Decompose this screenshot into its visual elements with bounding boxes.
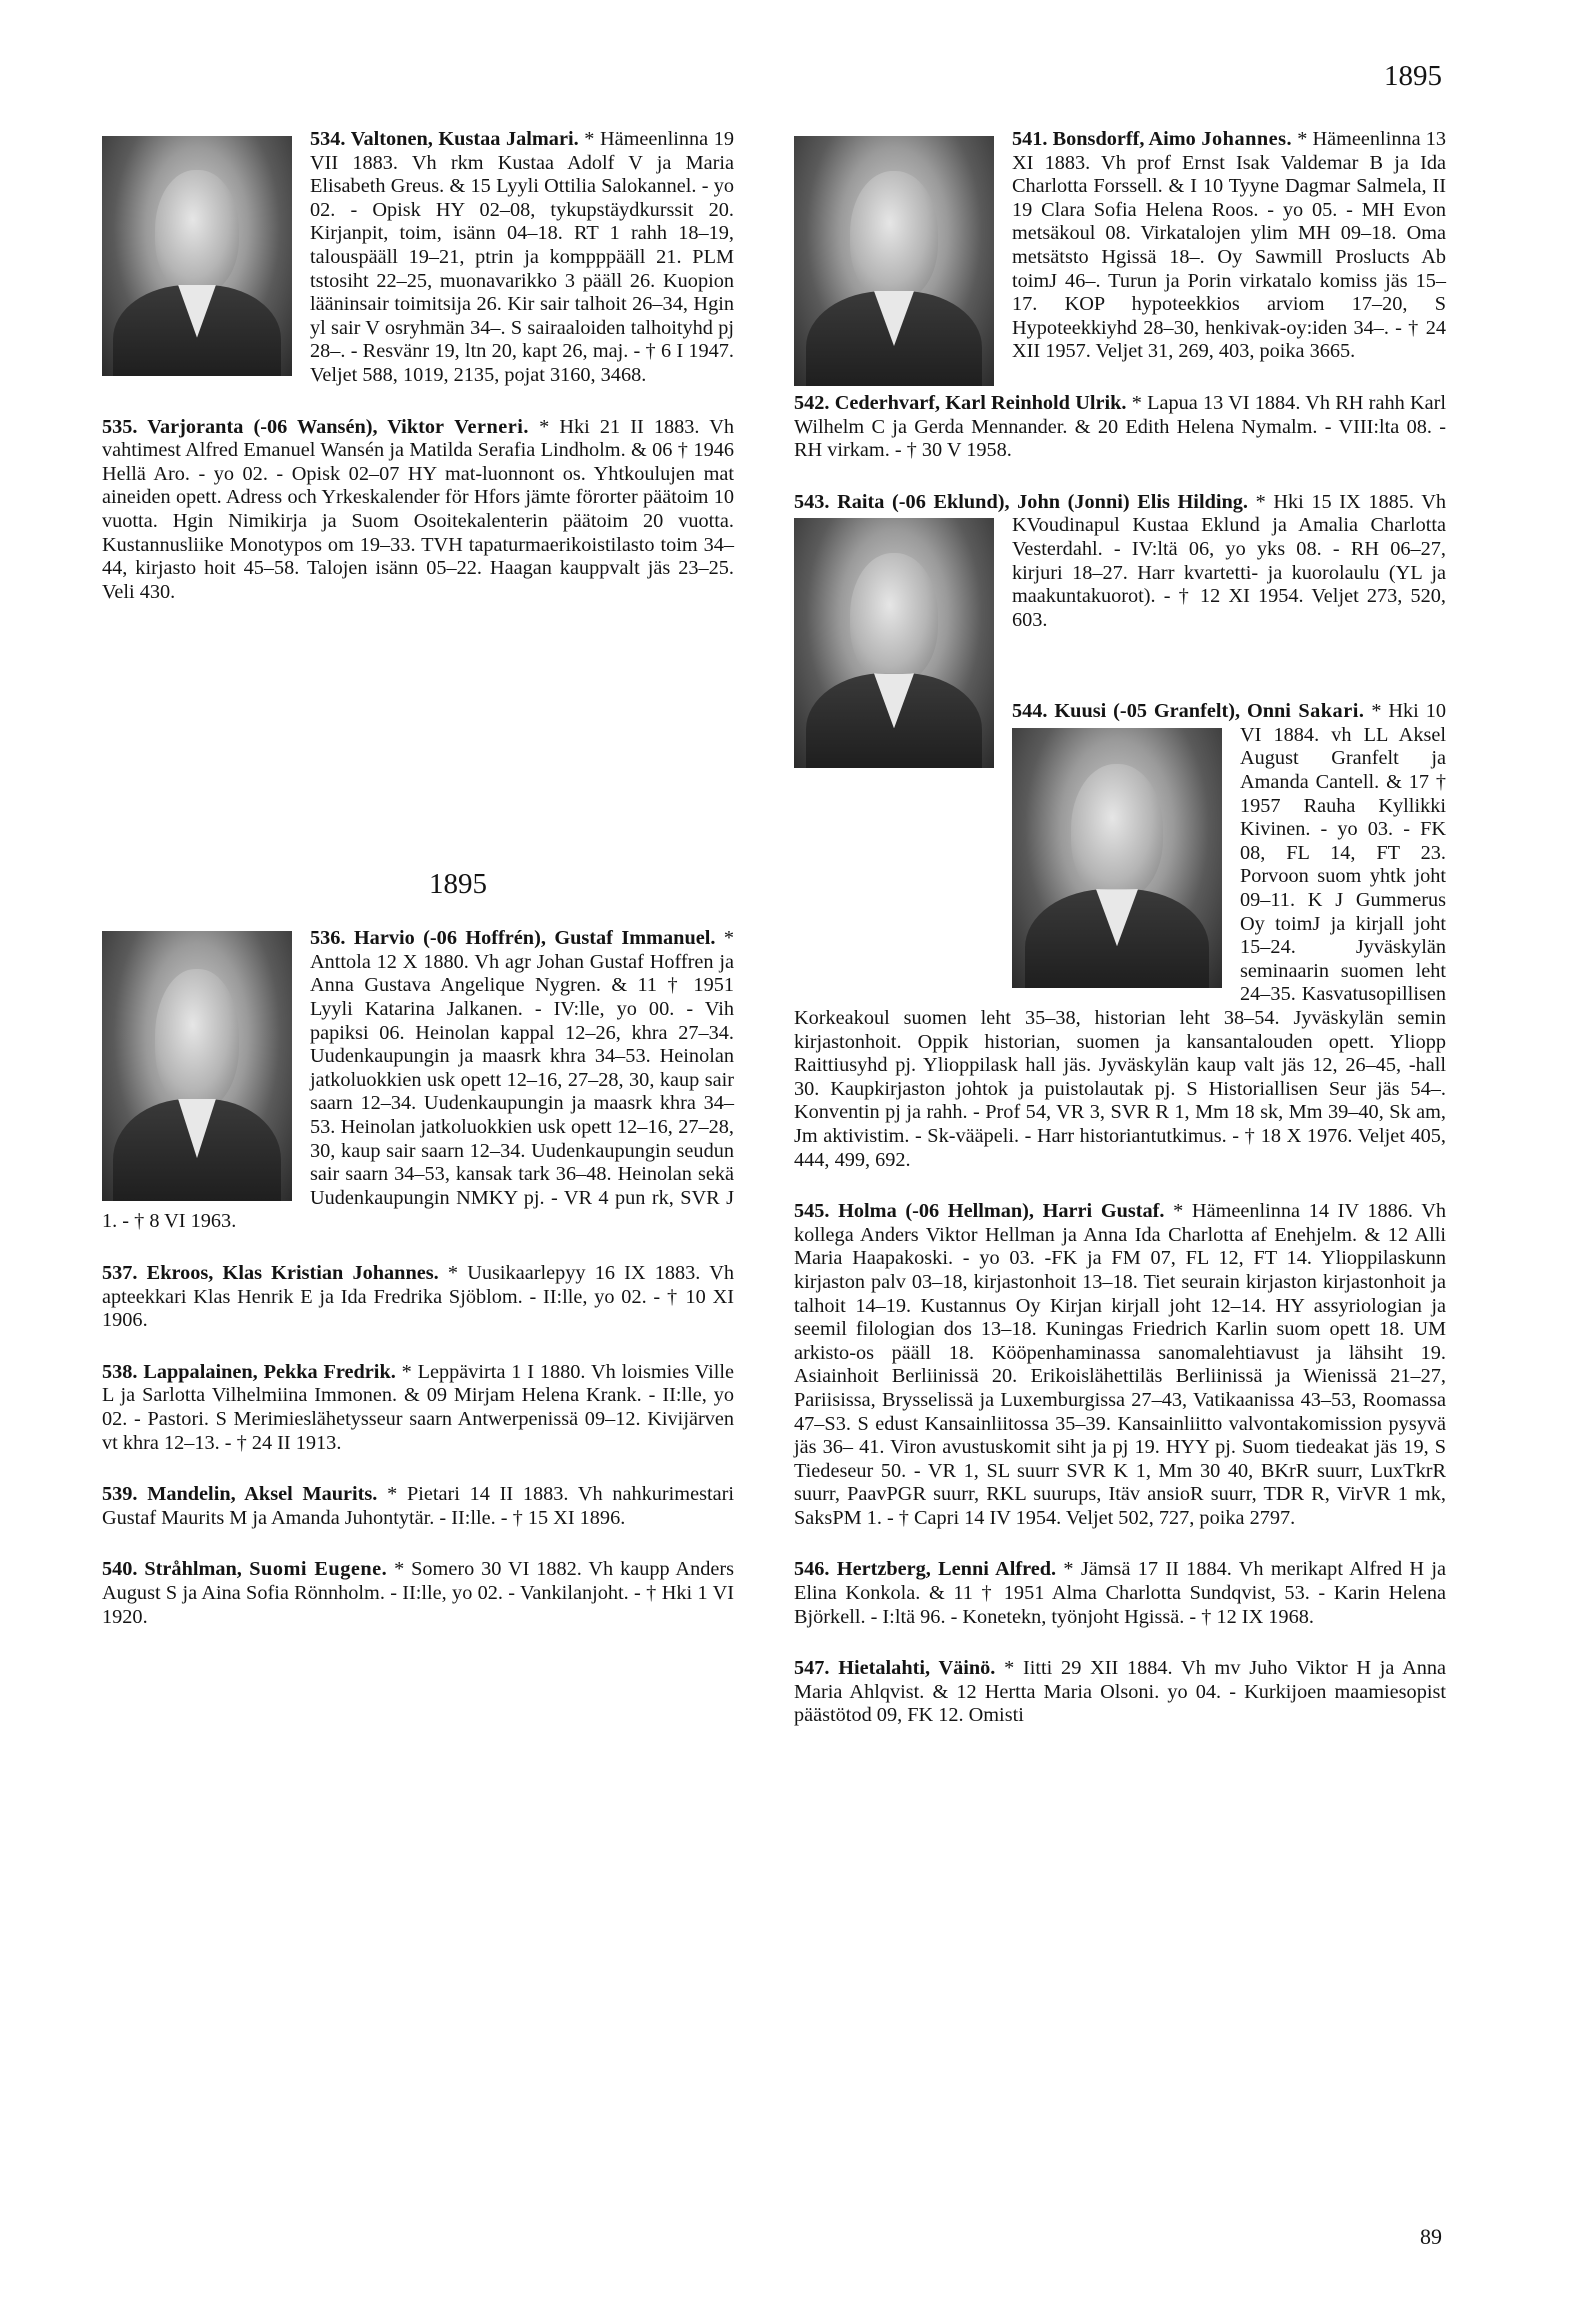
portrait-photo-541 [794, 136, 994, 386]
entry-547-head: 547. Hietalahti, Väinö. [794, 1657, 996, 1680]
portrait-photo-543 [794, 518, 994, 768]
entry-540-head: 540. Stråhlman, [102, 1558, 242, 1581]
entry-536 [102, 927, 734, 1234]
mid-page-year: 1895 [429, 868, 487, 901]
column-gap [102, 632, 734, 828]
entry-545-head: 545. Holma (-06 Hellman), Harri Gustaf. [794, 1200, 1165, 1223]
entry-536-head: 536. Harvio (-06 Hoffrén), Gustaf Immanuel. [310, 927, 716, 950]
portrait-photo-534 [102, 136, 292, 376]
entry-535-name: Verneri. [444, 415, 530, 438]
entry-540-name: Suomi Eugene. [241, 1558, 388, 1581]
entry-534-head: 534. Valtonen, Kustaa Jalmari. [310, 128, 579, 150]
entry-534-body: * Hämeenlinna 19 VII 1883. Vh rkm Kustaa Adolf V ja Maria Elisabeth Greus. & 15 Lyyli Ottilia Salokannel. - yo 02. - Opisk HY 02–08, tykupstäydkurssit 20. Kirjanpit, toim, isänn 04–18. RT 1 rahh 18–19, talouspääll 19–21, ptrin ja kompppääll 21. PLM tstosiht 22–25, muonavarikko 3 pääll 26. Kuopion lääninsair toimitsija 26. Kir sair talhoit 26–34, Hgin yl sair V osryhmän 34–. S sairaaloiden talhoityhd pj 28–. - Resvänr 19, ltn 20, kapt 26, maj. - † 6 I 1947. Veljet 588, 1019, 2135, pojat 3160, 3468. [310, 128, 735, 386]
entry-541-body: * Hämeenlinna 13 XI 1883. Vh prof Ernst Isak Valdemar B ja Ida Charlotta Forssell. & I 10 Tyyne Dagmar Salmela, II 19 Clara Sofia Helena Roos. - yo 05. - MH Evon metsäkoul 08. Virkatalojen ylim MH 09–18. Oma metsätsto Hgissä 18–. Oy Sawmill Proslucts Ab toimJ 46–. Turun ja Porin virkatalo komiss jäs 15–17. KOP hypoteekkios arviom 17–20, S Hypoteekkiyhd 28–30, henkivak-oy:iden 34–. - † 24 XII 1957. Veljet 31, 269, 403, poika 3665. [1012, 128, 1447, 363]
entry-539-head: 539. Mandelin, Aksel Maurits. [102, 1483, 378, 1506]
entry-546 [794, 1558, 1446, 1629]
entry-537 [102, 1262, 734, 1333]
entry-543 [794, 491, 1446, 633]
entry-544-name: Sakari. [1290, 700, 1365, 723]
entry-544-head: 544. Kuusi (-05 Granfelt), Onni [1012, 700, 1291, 723]
right-column [794, 128, 1446, 1756]
entry-535 [102, 416, 734, 605]
entry-547-body: * Iitti 29 XII 1884. Vh mv Juho Viktor H ja Anna Maria Ahlqvist. & 12 Hertta Maria Olsoni. yo 04. - Kurkijoen maamiesopist päästötod 09, FK 12. Omisti [794, 1657, 1447, 1727]
entry-541-head: 541. Bonsdorff, Aimo [1012, 128, 1196, 150]
entry-538 [102, 1361, 734, 1455]
entry-537-body: * Uusikaarlepyy 16 IX 1883. Vh apteekkari Klas Henrik E ja Ida Fredrika Sjöblom. - II:lle, yo 02. - † 10 XI 1906. [102, 1262, 734, 1332]
entry-540 [102, 1558, 734, 1629]
entry-543-body: * Hki 15 IX 1885. Vh KVoudinapul Kustaa Eklund ja Amalia Charlotta Vesterdahl. - IV:ltä 06, yo yks 08. - RH 06–27, kirjuri 18–27. Harr kvartetti- ja kuorolaulu (YL ja maakuntakuorot). - † 12 XI 1954. Veljet 273, 520, 603. [1012, 490, 1446, 631]
entry-538-body: * Leppävirta 1 I 1880. Vh loismies Ville L ja Sarlotta Vilhelmiina Immonen. & 09 Mirjam Helena Krank. - II:lle, yo 02. - Pastori. S Merimieslähetysseur saarn Antwerpenissä 09–12. Kivijärven vt khra 12–13. - † 24 II 1913. [102, 1360, 734, 1454]
entry-542-body: * Lapua 13 VI 1884. Vh RH rahh Karl Wilhelm C ja Gerda Mennander. & 20 Edith Helena Nymalm. - VIII:lta 08. - RH virkam. - † 30 V 1958. [794, 391, 1446, 462]
entry-536-body: * Anttola 12 X 1880. Vh agr Johan Gustaf Hoffren ja Anna Gustava Angelique Nygren. & 11 † 1951 Lyyli Katarina Jalkanen. - IV:lle, yo 00. - Vih papiksi 06. Heinolan kappal 12–26, khra 27–34. Uudenkaupungin ja maasrk khra 34–53. Heinolan jatkoluokkien usk opett 12–16, 27–28, 30, kaup sair saarn 12–34. Uudenkaupungin ja maasrk khra 34–53. Heinolan jatkoluokkien usk opett 12–16, 27–28, 30, kaup sair saarn 12–34. Uudenkaupungin seudun sair saarn 34–53, kansak tark 36–48. Heinolan sekä Uudenkaupungin NMKY pj. - VR 4 pun rk, SVR J 1. - † 8 VI 1963. [102, 927, 734, 1233]
entry-542 [794, 392, 1446, 463]
entry-545-body: * Hämeenlinna 14 IV 1886. Vh kollega Anders Viktor Hellman ja Anna Ida Charlotta af Enehjelm. & 12 Alli Maria Haapakoski. - yo 03. -FK ja FM 07, FL 12, FT 14. Ylioppilaskunn kirjaston palv 03–18, kirjastonhoit 13–18. Tiet seurain kirjaston kirjastonhoit ja talhoit 14–19. Kustannus Oy Kirjan kirjall joht 12–14. HY assyriologian ja seemil filologian dos 13–18. Kuningas Friedrich Karlin suom opett 18. UM arkisto-os pääll 18. Kööpenhaminassa sanomalehtiavust ja lähsiht 19. Asiainhoit Berliinissä 20. Erikoislähettiläs Berliinissä ja Wienissä 21–27, Pariisissa, Brysselissä ja Luxemburgissa 27–43, Vatikaanissa 43–53, Roomassa 47–S3. S edust Kansainliitossa 35–39. Kansainliitto valvontakomission pysyvä jäs 36– 41. Viron avustuskomit siht ja pj 19. HYY pj. Suom tiedeakat jäs 19, S Tiedeseur 50. - VR 1, SL suurr SVR K 1, Mm 30 40, BKrR suurr, LuxTkrR suurr, PaavPGR suurr, RKL suurups, Itäv ansioR suurr, TDR R, VirVR 1 mk, SaksPM 1. - † Capri 14 IV 1954. Veljet 502, 727, poika 2797. [794, 1200, 1446, 1529]
entry-535-body: * Hki 21 II 1883. Vh vahtimest Alfred Emanuel Wansén ja Matilda Serafia Lindholm. & 06 † 1946 Hellä Aro. - yo 02. - Opisk 02–07 HY mat-luonnont os. Yhtkoulujen mat aineiden opett. Adress och Yrkeskalender för Hfors jämte förorter päätoim 10 vuotta. Hgin Nimikirja ja Suom Osoitekalenterin päätoim 20 vuotta. Kustannusliike Monotypos om 19–33. TVH tapaturmaerikoistilasto toim 34–44, kirjasto hoit 45–58. Talojen isänn 05–22. Haagan kauppvalt jäs 23–25. Veli 430. [102, 415, 735, 603]
entry-544 [794, 700, 1446, 1172]
entry-541 [794, 128, 1446, 364]
entry-543-head: 543. Raita (-06 Eklund), John (Jonni) Elis Hilding. [794, 490, 1248, 513]
entry-539 [102, 1483, 734, 1530]
page-year-header: 1895 [1384, 60, 1442, 92]
entry-540-body: * Somero 30 VI 1882. Vh kaupp Anders August S ja Aina Sofia Rönnholm. - II:lle, yo 02. - Vankilanjoht. - † Hki 1 VI 1920. [102, 1558, 735, 1628]
entry-539-body: * Pietari 14 II 1883. Vh nahkurimestari Gustaf Maurits M ja Amanda Juhontytär. - II:lle. - † 15 XI 1896. [102, 1483, 734, 1529]
entry-545 [794, 1200, 1446, 1530]
portrait-photo-536 [102, 931, 292, 1201]
entry-547 [794, 1657, 1446, 1728]
left-column [102, 128, 734, 1657]
portrait-photo-544 [1012, 728, 1222, 988]
entry-546-head: 546. Hertzberg, Lenni Alfred. [794, 1558, 1057, 1581]
entry-535-head: 535. Varjoranta (-06 Wansén), Viktor [102, 415, 444, 438]
entry-541-name: Johannes. [1195, 128, 1293, 150]
page-number: 89 [1420, 2224, 1442, 2249]
entry-537-head: 537. Ekroos, Klas Kristian Johannes. [102, 1262, 439, 1284]
entry-534 [102, 128, 734, 388]
entry-546-body: * Jämsä 17 II 1884. Vh merikapt Alfred H ja Elina Konkola. & 11 † 1951 Alma Charlotta Sundqvist, 53. - Karin Helena Björkell. - I:ltä 96. - Konetekn, työnjoht Hgissä. - † 12 IX 1968. [794, 1558, 1447, 1628]
entry-538-head: 538. Lappalainen, Pekka Fredrik. [102, 1360, 396, 1383]
entry-544-body: * Hki 10 VI 1884. vh LL Aksel August Granfelt ja Amanda Cantell. & 17 † 1957 Rauha Kyllikki Kivinen. - yo 03. - FK 08, FL 14, FT 23. Porvoon suom yhtk joht 09–11. K J Gummerus Oy toimJ ja kirjall joht 15–24. Jyväskylän seminaarin suomen leht 24–35. Kasvatusopillisen Korkeakoul suomen leht 35–38, historian leht 38–54. Jyväskylän semin kirjastonhoit. Oppik historian, suomen ja kansantalouden opett. Yliopp Raittiusyhd pj. Ylioppilask hall jäs. Jyväskylän kaup valt jäs 12, 26–45, -hall 30. Kaupkirjaston johtok ja puistolautak pj. S Historiallisen Seur jäs 54–. Konventin pj ja rahh. - Prof 54, VR 3, SVR R 1, Mm 18 sk, Mm 39–40, Sk am, Jm aktivistim. - Sk-vääpeli. - Harr historiantutkimus. - † 18 X 1976. Veljet 405, 444, 499, 692. [794, 700, 1446, 1171]
entry-542-head: 542. Cederhvarf, Karl Reinhold Ulrik. [794, 391, 1127, 414]
